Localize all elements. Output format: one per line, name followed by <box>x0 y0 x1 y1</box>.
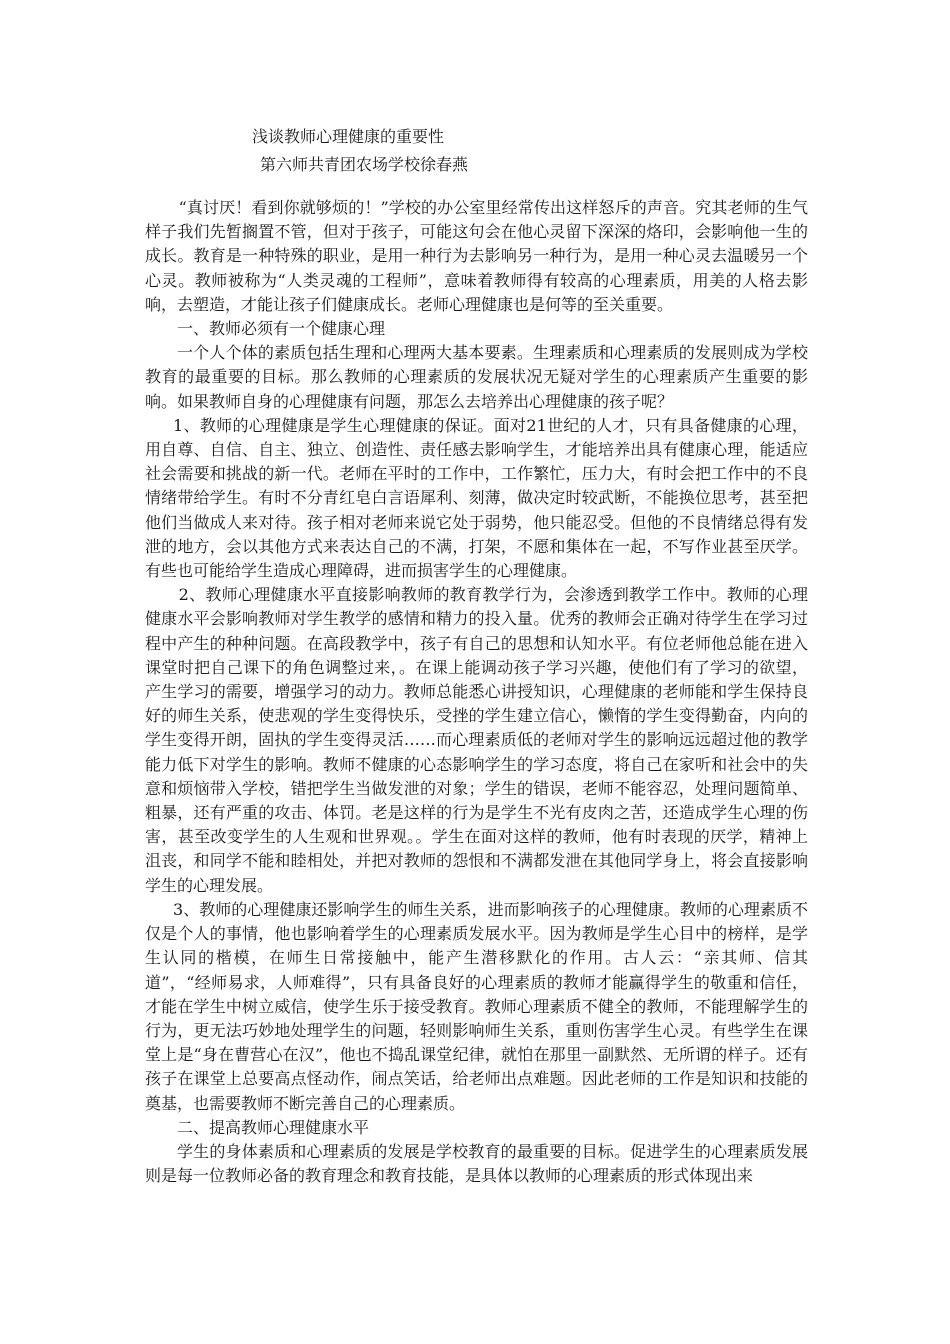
section-heading-1: 一、教师必须有一个健康心理 <box>177 319 386 339</box>
point-3-paragraph: 3、教师的心理健康还影响学生的师生关系，进而影响孩子的心理健康。教师的心理素质不仅是个人的事情，他也影响着学生的心理素质发展水平。因为教师是学生心目中的榜样，是学生认同的楷模，在师生日常接触中，能产生潜移默化的作用。古人云：“亲其师、信其道”，“经师易求，人师难得”，只有具备良好的心理素质的教师才能赢得学生的敬重和信任，才能在学生中树立威信，使学生乐于接受教育。教师心理素质不健全的教师，不能理解学生的行为，更无法巧妙地处理学生的问题，轻则影响师生关系，重则伤害学生心灵。有些学生在课堂上是“身在曹营心在汉”，他也不捣乱课堂纪律，就怕在那里一副默然、无所谓的样子。还有孩子在课堂上总要高点怪动作，闹点笑话，给老师出点难题。因此老师的工作是知识和技能的奠基，也需要教师不断完善自己的心理素质。 <box>145 899 808 1113</box>
document-title: 浅谈教师心理健康的重要性 <box>252 127 445 146</box>
document-author: 第六师共青团农场学校徐春燕 <box>260 155 469 174</box>
point-2-paragraph: 2、教师心理健康水平直接影响教师的教育教学行为，会渗透到教学工作中。教师的心理健康水平会影响教师对学生教学的感情和精力的投入量。优秀的教师会正确对待学生在学习过程中产生的种种问题。在高段教学中，孩子有自己的思想和认知水平。有位老师他总能在进入课堂时把自己课下的角色调整过来，。在课上能调动孩子学习兴趣，使他们有了学习的欲望，产生学习的需要，增强学习的动力。教师总能悉心讲授知识，心理健康的老师能和学生保持良好的师生关系，使悲观的学生变得快乐，受挫的学生建立信心，懒惰的学生变得勤奋，内向的学生变得开朗，固执的学生变得灵活……而心理素质低的老师对学生的影响远远超过他的教学能力低下对学生的影响。教师不健康的心态影响学生的学习态度，将自己在家听和社会中的失意和烦恼带入学校，错把学生当做发泄的对象；学生的错误，老师不能容忍，处理问题简单、粗暴，还有严重的攻击、体罚。老是这样的行为是学生不光有皮肉之苦，还造成学生心理的伤害，甚至改变学生的人生观和世界观。。学生在面对这样的教师，他有时表现的厌学，精神上沮丧，和同学不能和睦相处，并把对教师的怨恨和不满都发泄在其他同学身上，将会直接影响学生的心理发展。 <box>145 585 808 895</box>
intro-paragraph: “真讨厌！看到你就够烦的！”学校的办公室里经常传出这样怒斥的声音。究其老师的生气样子我们先暂搁置不管，但对于孩子，可能这句会在他心灵留下深深的烙印，会影响他一生的成长。教育是一种特殊的职业，是用一种行为去影响另一种行为，是用一种心灵去温暖另一个心灵。教师被称为“人类灵魂的工程师”，意味着教师得有较高的心理素质，用美的人格去影响，去塑造，才能让孩子们健康成长。老师心理健康也是何等的至关重要。 <box>145 198 808 314</box>
section-heading-2: 二、提高教师心理健康水平 <box>177 1117 370 1137</box>
section2-intro-paragraph: 学生的身体素质和心理素质的发展是学校教育的最重要的目标。促进学生的心理素质发展则是每一位教师必备的教育理念和教育技能，是具体以教师的心理素质的形式体现出来 <box>145 1141 808 1186</box>
section1-intro-paragraph: 一个人个体的素质包括生理和心理两大基本要素。生理素质和心理素质的发展则成为学校教育的最重要的目标。那么教师的心理素质的发展状况无疑对学生的心理素质产生重要的影响。如果教师自身的心理健康有问题，那怎么去培养出心理健康的孩子呢？ <box>145 343 808 411</box>
document-body <box>145 196 808 1188</box>
point-1-paragraph: 1、教师的心理健康是学生心理健康的保证。面对21世纪的人才，只有具备健康的心理，用自尊、自信、自主、独立、创造性、责任感去影响学生，才能培养出具有健康心理，能适应社会需要和挑战的新一代。老师在平时的工作中，工作繁忙，压力大，有时会把工作中的不良情绪带给学生。有时不分青红皂白言语犀利、刻薄，做决定时较武断，不能换位思考，甚至把他们当做成人来对待。孩子相对老师来说它处于弱势，他只能忍受。但他的不良情绪总得有发泄的地方，会以其他方式来表达自己的不满，打架，不愿和集体在一起，不写作业甚至厌学。有些也可能给学生造成心理障碍，进而损害学生的心理健康。 <box>145 415 808 581</box>
document-header <box>252 123 752 179</box>
